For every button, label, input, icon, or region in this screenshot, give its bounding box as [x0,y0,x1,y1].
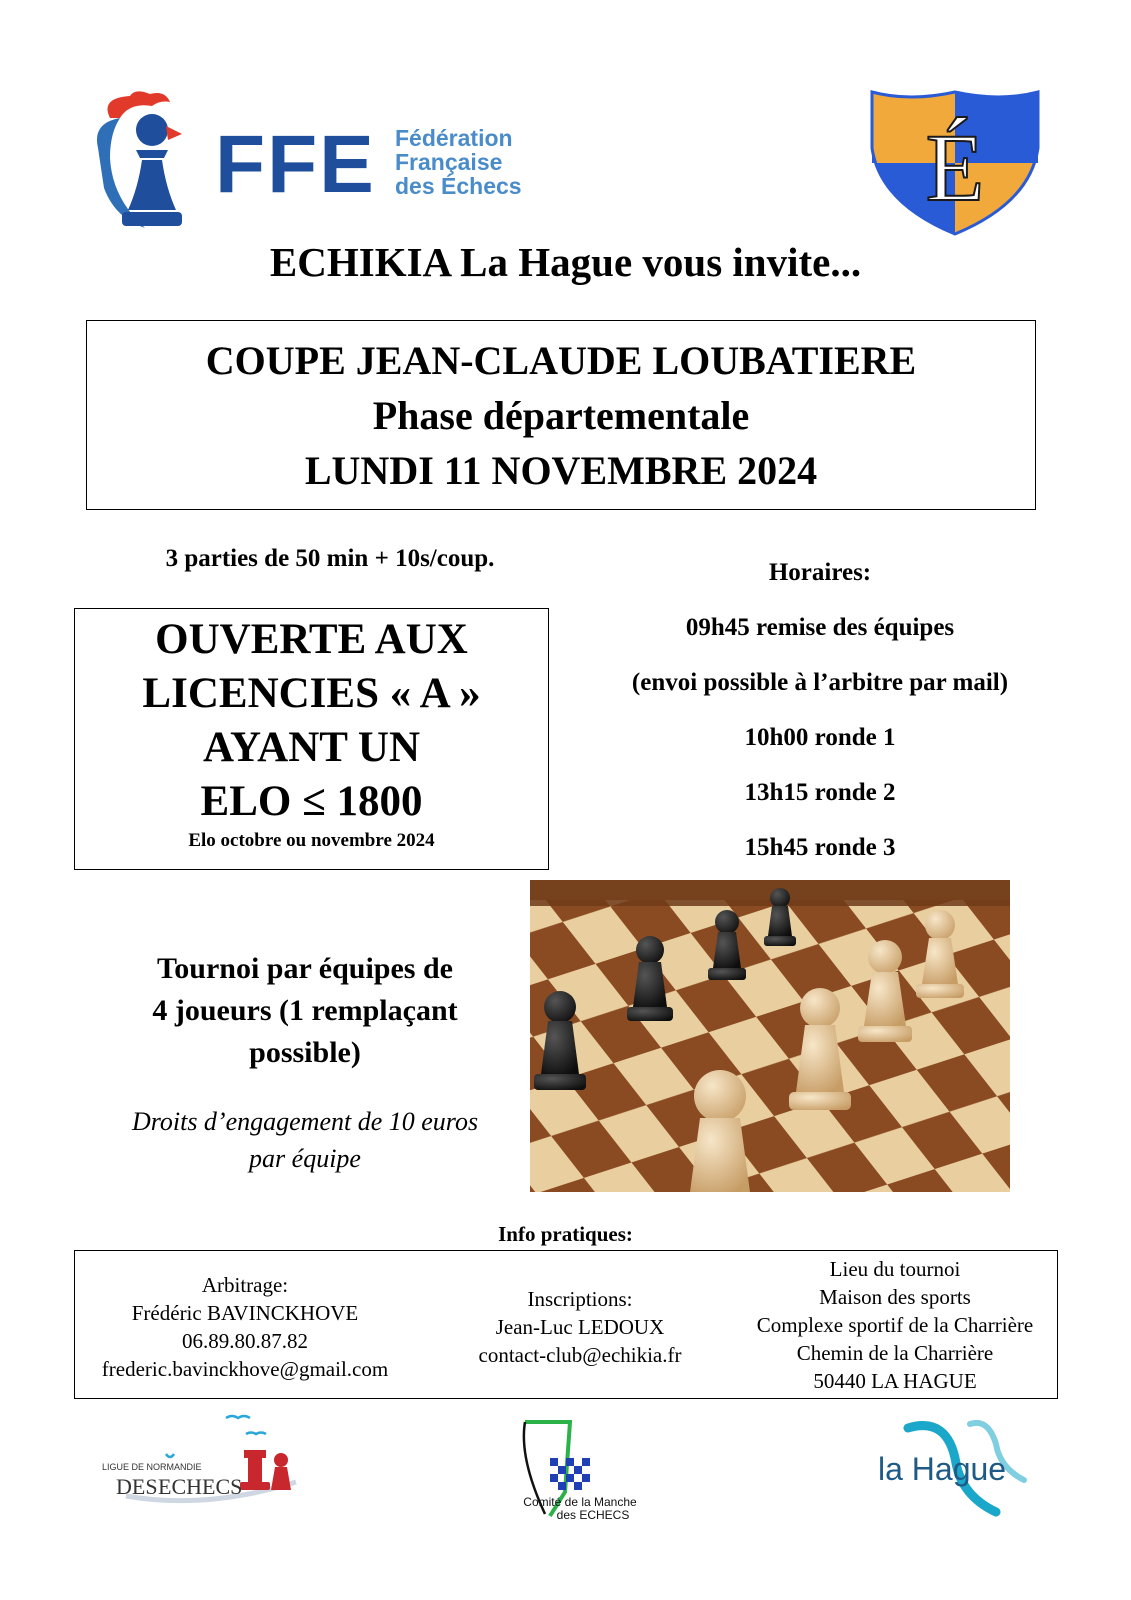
ffe-name-line: des Échecs [395,173,522,199]
la-hague-logo-graphic [878,1418,1048,1518]
team-description [90,948,520,1074]
la-hague-logo [878,1418,1048,1518]
ffe-letters: FFE [215,119,376,210]
shield-letter: É [925,114,985,221]
fee-line: Droits d’engagement de 10 euros [131,1107,479,1136]
inscriptions-column [435,1285,725,1369]
schedule-title: Horaires: [768,559,872,586]
rooster-pawn-icon [90,88,215,238]
entry-fee [90,1103,520,1177]
arbitre-name: Frédéric BAVINCKHOVE [131,1301,359,1325]
ffe-full-name [395,126,522,198]
arbitrage-line: Arbitrage: [201,1273,289,1297]
ligue-line: ECHECS [158,1474,243,1499]
inscriptions-label: Inscriptions: [527,1287,633,1311]
chessboard-image [530,880,1010,1192]
schedule-item: 13h15 ronde 2 [744,779,896,806]
ffe-logo [90,88,550,238]
arbitrage-column [85,1271,405,1383]
arbitre-email[interactable]: frederic.bavinckhove@gmail.com [101,1357,389,1381]
ligue-normandie-logo [96,1410,326,1520]
info-box [74,1250,1058,1399]
game-format: 3 parties de 50 min + 10s/coup. [165,545,495,572]
venue-line: Complexe sportif de la Charrière [756,1313,1034,1337]
event-phase: Phase départementale [372,393,750,438]
comite-manche-logo [505,1418,655,1528]
eligibility-line: AYANT UN [202,724,421,771]
inscriptions-email[interactable]: contact-club@echikia.fr [478,1343,682,1367]
fee-line: par équipe [249,1144,361,1173]
event-box [86,320,1036,510]
venue-line: 50440 LA HAGUE [813,1369,977,1393]
ffe-name-line: Française [395,149,503,175]
eligibility-line: ELO ≤ 1800 [200,778,423,825]
invite-title: ECHIKIA La Hague vous invite... [269,239,862,285]
schedule-item: 10h00 ronde 1 [744,724,896,751]
schedule-item: 15h45 ronde 3 [744,834,896,861]
inscriptions-name: Jean-Luc LEDOUX [495,1315,665,1339]
ffe-name-line: Fédération [395,125,513,151]
arbitre-phone[interactable]: 06.89.80.87.82 [182,1329,308,1353]
ligue-line: LIGUE DE NORMANDIE [102,1462,202,1472]
schedule-item: (envoi possible à l’arbitre par mail) [631,669,1009,696]
comite-line: des ECHECS [556,1508,630,1522]
team-line: 4 joueurs (1 remplaçant [152,994,458,1027]
comite-line: Comité de la Manche [523,1495,637,1509]
venue-line: Chemin de la Charrière [796,1341,994,1365]
hague-text: la Hague [878,1451,1007,1487]
eligibility-box [74,608,549,870]
venue-column [735,1255,1055,1395]
venue-line: Maison des sports [819,1285,971,1309]
eligibility-line: OUVERTE AUX [155,616,468,663]
info-title: Info pratiques: [498,1222,633,1246]
club-shield-logo [870,88,1040,238]
ligue-logo-graphic [96,1410,326,1520]
eligibility-note: Elo octobre ou novembre 2024 [188,830,435,851]
ligue-line: DES [116,1474,158,1499]
venue-line: Lieu du tournoi [829,1257,961,1281]
eligibility-line: LICENCIES « A » [142,670,481,717]
comite-logo-graphic [505,1418,655,1528]
team-line: Tournoi par équipes de [157,952,453,985]
chessboard-photo [530,880,1010,1192]
event-date: LUNDI 11 NOVEMBRE 2024 [304,448,818,493]
schedule-item: 09h45 remise des équipes [685,614,955,641]
event-name: COUPE JEAN-CLAUDE LOUBATIERE [205,338,917,383]
shield-icon [870,88,1040,238]
team-line: possible) [249,1036,361,1069]
schedule [585,545,1055,875]
